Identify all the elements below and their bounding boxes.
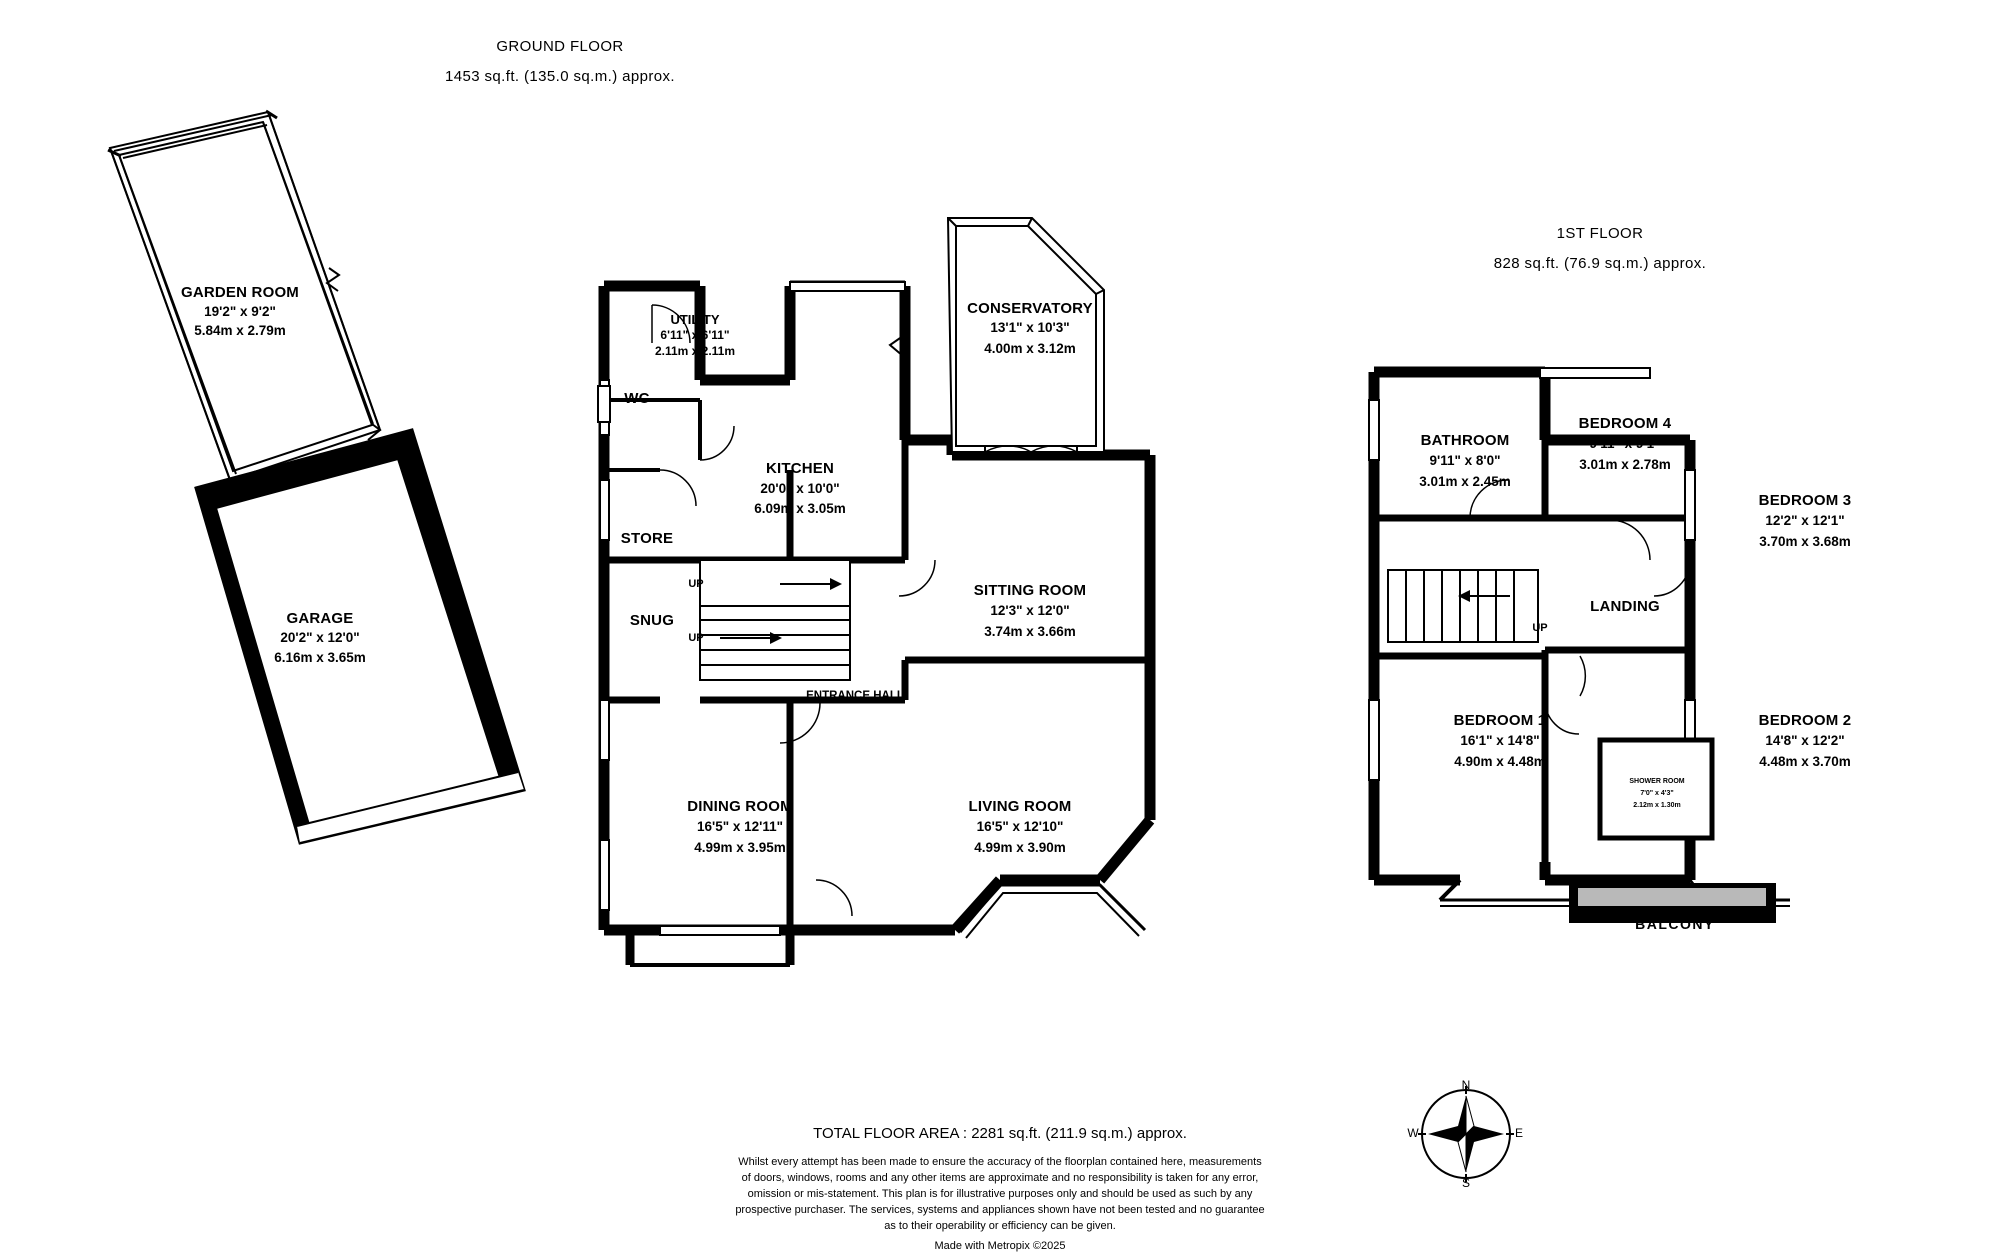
room-label-bedroom-2: BEDROOM 2 [1758, 712, 1852, 729]
room-label-store: STORE [620, 530, 674, 547]
room-dim-kitchen-imperial: 20'0" x 10'0" [760, 481, 840, 496]
room-dim-bathroom-metric: 3.01m x 2.45m [1419, 474, 1511, 489]
room-label-sitting-room: SITTING ROOM [973, 582, 1087, 599]
room-label-wc: WC [624, 390, 650, 407]
room-label-bathroom: BATHROOM [1420, 432, 1510, 449]
ground-floor-title: GROUND FLOOR [496, 38, 624, 55]
room-dim-bedroom-4-metric: 3.01m x 2.78m [1579, 457, 1671, 472]
room-label-shower-room: SHOWER ROOM [1629, 778, 1685, 785]
disclaimer-line-2: of doors, windows, rooms and any other items are approximate and no responsibility is taken for any error, [741, 1171, 1259, 1184]
room-dim-shower-room-metric: 2.12m x 1.30m [1633, 802, 1681, 809]
conservatory-outline [890, 218, 1104, 455]
first-floor-title: 1ST FLOOR [1556, 225, 1644, 242]
stairs-up-label-ground-1: UP [688, 578, 704, 590]
stairs-up-label-first: UP [1532, 622, 1548, 634]
room-dim-dining-room-metric: 4.99m x 3.95m [694, 840, 786, 855]
room-dim-garage-imperial: 20'2" x 12'0" [280, 630, 360, 645]
room-dim-garden-room-imperial: 19'2" x 9'2" [204, 304, 276, 319]
room-label-landing: LANDING [1590, 598, 1660, 615]
compass-north-label: N [1461, 1078, 1471, 1092]
room-dim-sitting-room-imperial: 12'3" x 12'0" [990, 603, 1070, 618]
room-label-snug: SNUG [629, 612, 675, 629]
room-label-living-room: LIVING ROOM [968, 798, 1072, 815]
disclaimer-line-4: prospective purchaser. The services, systems and appliances shown have not been tested and no guarantee [735, 1203, 1265, 1216]
stairs-up-label-ground-2: UP [688, 632, 704, 644]
room-label-bedroom-4: BEDROOM 4 [1578, 415, 1672, 432]
room-dim-bedroom-3-metric: 3.70m x 3.68m [1759, 534, 1851, 549]
compass-west-label: W [1407, 1126, 1419, 1140]
ground-floor-area: 1453 sq.ft. (135.0 sq.m.) approx. [445, 68, 675, 85]
room-dim-bedroom-3-imperial: 12'2" x 12'1" [1765, 513, 1845, 528]
first-floor-staircase [1388, 570, 1538, 642]
disclaimer-line-1: Whilst every attempt has been made to ensure the accuracy of the floorplan contained here, measurements [738, 1156, 1262, 1168]
room-dim-dining-room-imperial: 16'5" x 12'11" [696, 819, 784, 834]
room-label-conservatory: CONSERVATORY [967, 300, 1093, 317]
disclaimer-line-5: as to their operability or efficiency can be given. [884, 1219, 1116, 1232]
disclaimer-block [500, 1155, 1500, 1235]
room-dim-living-room-imperial: 16'5" x 12'10" [976, 819, 1064, 834]
room-dim-bedroom-4-imperial: 9'11" x 9'1" [1589, 436, 1661, 451]
disclaimer-line-3: omission or mis-statement. This plan is for illustrative purposes only and should be used as such by any [747, 1187, 1253, 1200]
room-dim-bedroom-1-metric: 4.90m x 4.48m [1454, 754, 1546, 769]
room-dim-sitting-room-metric: 3.74m x 3.66m [984, 624, 1076, 639]
room-label-bedroom-1: BEDROOM 1 [1453, 712, 1547, 729]
room-dim-living-room-metric: 4.99m x 3.90m [974, 840, 1066, 855]
room-dim-garden-room-metric: 5.84m x 2.79m [194, 323, 286, 338]
room-label-utility: UTILITY [670, 312, 720, 327]
compass-east-label: E [1514, 1126, 1523, 1140]
room-dim-shower-room-imperial: 7'0" x 4'3" [1640, 790, 1674, 797]
room-dim-garage-metric: 6.16m x 3.65m [274, 650, 366, 665]
compass-south-label: S [1461, 1176, 1470, 1190]
made-with-credit: Made with Metropix ©2025 [934, 1240, 1066, 1252]
room-label-garage: GARAGE [286, 610, 354, 627]
room-label-kitchen: KITCHEN [765, 460, 835, 477]
room-label-balcony: BALCONY [1635, 916, 1715, 932]
room-label-entrance-hall: ENTRANCE HALL [806, 690, 904, 702]
first-floor-area: 828 sq.ft. (76.9 sq.m.) approx. [1493, 255, 1707, 272]
ground-staircase [700, 560, 850, 680]
room-dim-kitchen-metric: 6.09m x 3.05m [754, 501, 846, 516]
room-label-bedroom-3: BEDROOM 3 [1758, 492, 1852, 509]
room-dim-conservatory-imperial: 13'1" x 10'3" [990, 320, 1070, 335]
total-floor-area: TOTAL FLOOR AREA : 2281 sq.ft. (211.9 sq.m.) approx. [813, 1125, 1187, 1142]
room-dim-utility-imperial: 6'11" x 6'11" [660, 328, 730, 342]
room-dim-utility-metric: 2.11m x 2.11m [654, 344, 736, 358]
room-dim-bedroom-2-metric: 4.48m x 3.70m [1759, 754, 1851, 769]
room-dim-bedroom-2-imperial: 14'8" x 12'2" [1765, 733, 1845, 748]
room-label-dining-room: DINING ROOM [687, 798, 793, 815]
room-dim-bathroom-imperial: 9'11" x 8'0" [1429, 453, 1501, 468]
room-label-garden-room: GARDEN ROOM [180, 284, 300, 301]
room-dim-conservatory-metric: 4.00m x 3.12m [984, 341, 1076, 356]
room-dim-bedroom-1-imperial: 16'1" x 14'8" [1460, 733, 1540, 748]
